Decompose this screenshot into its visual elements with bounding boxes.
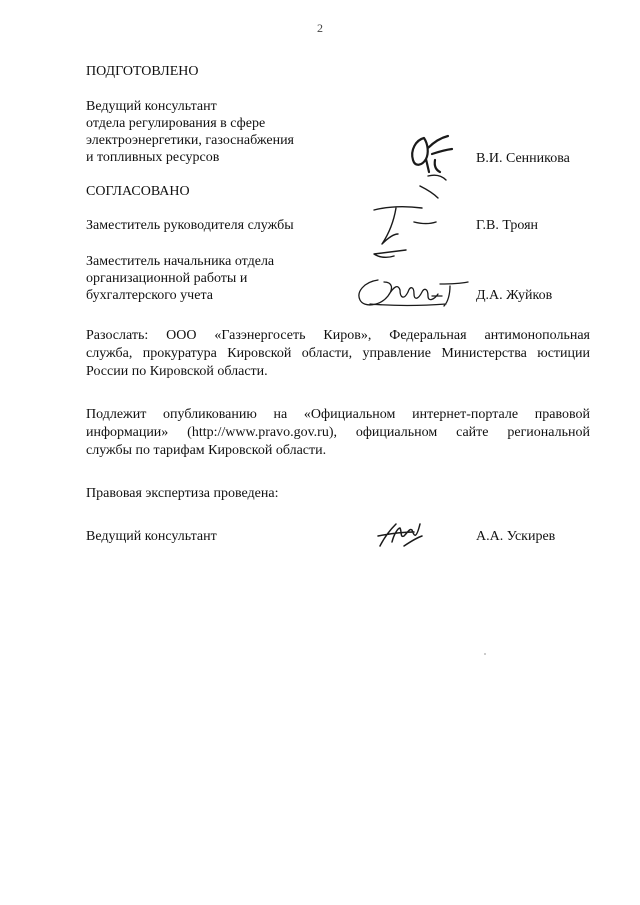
publication-paragraph — [86, 406, 590, 460]
prepared-position-line: отдела регулирования в сфере — [86, 116, 266, 131]
deputy-head-position-line: Заместитель руководителя службы — [86, 218, 294, 233]
publication-line: информации» (http://www.pravo.gov.ru), официальном сайте региональной — [86, 425, 590, 440]
legal-review-position: Ведущий консультант — [86, 529, 217, 544]
prepared-position-line: Ведущий консультант — [86, 99, 217, 114]
deputy-chief-position — [86, 253, 346, 304]
page-number: 2 — [317, 21, 323, 35]
deputy-chief-position-line: организационной работы и — [86, 271, 248, 286]
deputy-chief-position-line: Заместитель начальника отдела — [86, 254, 275, 269]
distribution-line: России по Кировской области. — [86, 364, 268, 379]
signature-sennikova — [404, 132, 456, 176]
deputy-head-name: Г.В. Троян — [476, 218, 539, 233]
signature-troyan — [370, 172, 460, 264]
prepared-heading: ПОДГОТОВЛЕНО — [86, 64, 199, 79]
prepared-position-line: и топливных ресурсов — [86, 150, 220, 165]
deputy-chief-position-line: бухгалтерского учета — [86, 288, 213, 303]
prepared-position — [86, 98, 346, 166]
distribution-line: Разослать: ООО «Газэнергосеть Киров», Федеральная антимонопольная — [86, 328, 590, 343]
legal-review-name: А.А. Ускирев — [476, 529, 556, 544]
prepared-name: В.И. Сенникова — [476, 151, 570, 166]
legal-review-note: Правовая экспертиза проведена: — [86, 486, 279, 501]
distribution-paragraph — [86, 327, 590, 381]
publication-line: Подлежит опубликованию на «Официальном интернет-портале правовой — [86, 407, 590, 422]
signature-uskirev — [374, 520, 426, 550]
distribution-line: служба, прокуратура Кировской области, управление Министерства юстиции — [86, 346, 590, 361]
prepared-position-line: электроэнергетики, газоснабжения — [86, 133, 294, 148]
scan-speck — [484, 653, 486, 655]
deputy-chief-name: Д.А. Жуйков — [476, 288, 553, 303]
deputy-head-position — [86, 217, 346, 234]
publication-line: службы по тарифам Кировской области. — [86, 443, 327, 458]
signature-zhuykov — [354, 276, 472, 312]
agreed-heading: СОГЛАСОВАНО — [86, 184, 190, 199]
